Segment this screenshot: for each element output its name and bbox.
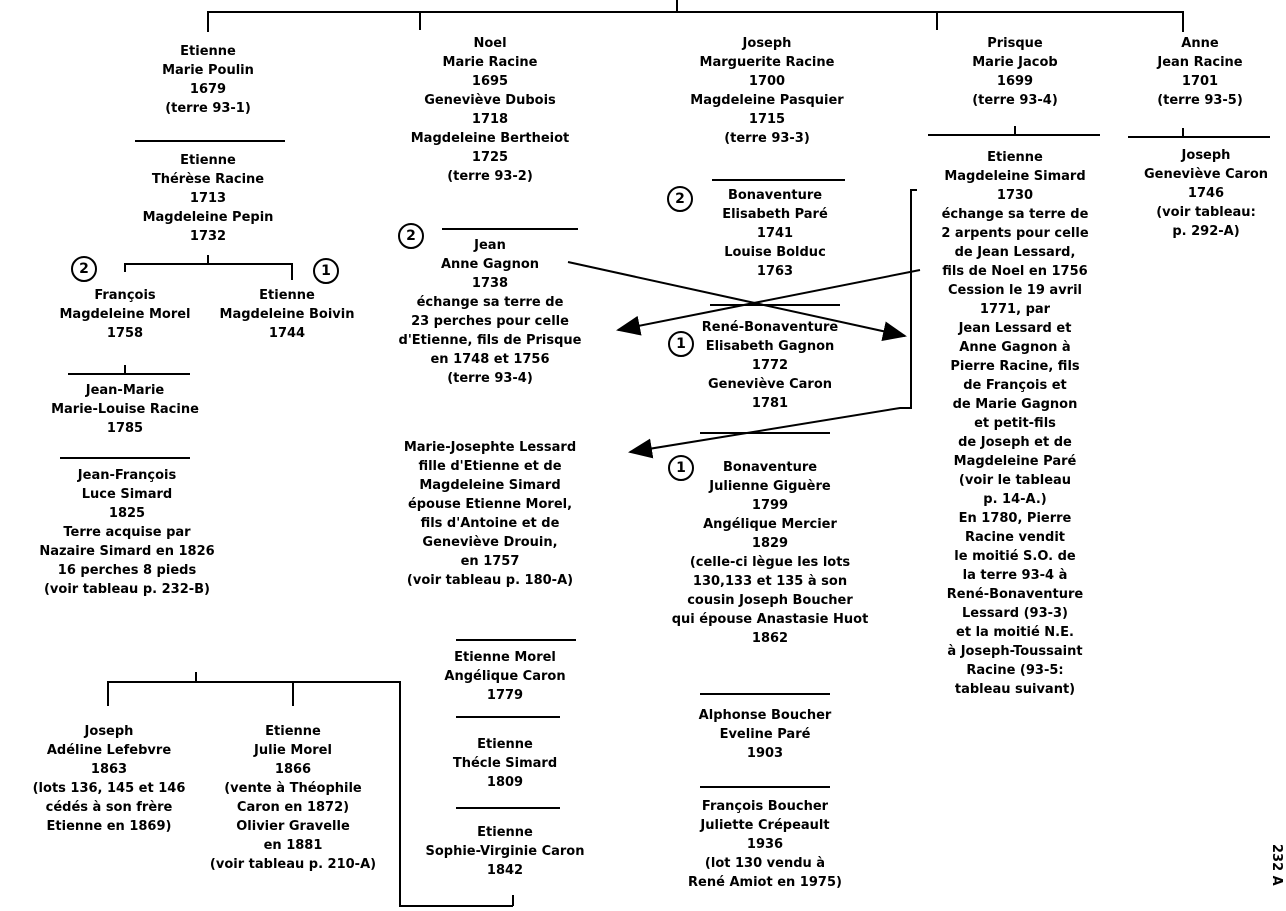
col3-gen1-line: Joseph [742, 36, 792, 51]
col4-gen2-line: de Marie Gagnon [952, 397, 1078, 412]
col1-gen1-line: Etienne [180, 44, 236, 59]
col2-gen3 [380, 438, 600, 590]
bottom-right-line: Caron en 1872) [236, 800, 350, 815]
col3-gen4-line: 1862 [751, 631, 789, 646]
col3-gen6-line: Juliette Crépeault [700, 818, 830, 833]
col3-gen5-line: Eveline Paré [719, 727, 811, 742]
col2-gen4-line: 1779 [486, 688, 524, 703]
col4-gen2-line: à Joseph-Toussaint [947, 644, 1083, 659]
col2-gen5-line: 1809 [486, 775, 524, 790]
col4-gen2-line: Magdeleine Simard [944, 169, 1086, 184]
col4-gen2-line: 1771, par [979, 302, 1051, 317]
col4-gen2-line: Racine (93-5: [966, 663, 1064, 678]
col2-gen2-line: d'Etienne, fils de Prisque [398, 333, 582, 348]
col3-gen1-line: Marguerite Racine [699, 55, 835, 70]
col3-gen2-line: Bonaventure [727, 188, 823, 203]
col2-gen3-line: fils d'Antoine et de [420, 516, 560, 531]
marker-circle: 1 [668, 331, 694, 357]
col1-gen5-line: 16 perches 8 pieds [57, 563, 197, 578]
col4-gen2-line: Anne Gagnon à [959, 340, 1071, 355]
col5-gen2-line: (voir tableau: [1156, 205, 1256, 220]
col3-gen5-line: 1903 [746, 746, 784, 761]
bottom-left-line: 1863 [90, 762, 128, 777]
col1-gen5-line: 1825 [108, 506, 146, 521]
col2-gen1-line: (terre 93-2) [447, 169, 533, 184]
bottom-right-line: 1866 [274, 762, 312, 777]
col4-gen1-line: Marie Jacob [972, 55, 1058, 70]
col3-gen4-line: Bonaventure [722, 460, 818, 475]
col4-gen2-line: Etienne [987, 150, 1043, 165]
col2-gen1-line: 1725 [471, 150, 509, 165]
col2-gen6 [415, 823, 595, 880]
col1-gen5-line: (voir tableau p. 232-B) [43, 582, 210, 597]
col3-gen1-line: Magdeleine Pasquier [690, 93, 844, 108]
bottom-left-line: Joseph [84, 724, 134, 739]
col2-gen5-line: Etienne [477, 737, 533, 752]
col2-gen2-line: (terre 93-4) [447, 371, 533, 386]
col4-gen2-line: René-Bonaventure [946, 587, 1084, 602]
col2-gen2-line: 1738 [471, 276, 509, 291]
col4-gen2-line: de Joseph et de [958, 435, 1072, 450]
col2-gen2-line: échange sa terre de [416, 295, 564, 310]
col2-gen5-line: Thécle Simard [452, 756, 558, 771]
col4-gen2-line: En 1780, Pierre [958, 511, 1072, 526]
col2-gen1-line: 1695 [471, 74, 509, 89]
col3-gen3-line: Elisabeth Gagnon [705, 339, 835, 354]
col2-gen1 [395, 34, 585, 186]
col2-gen3-line: Magdeleine Simard [419, 478, 561, 493]
col3-gen6 [670, 797, 860, 892]
col3-gen1-line: 1700 [748, 74, 786, 89]
bottom-left-line: (lots 136, 145 et 146 [32, 781, 186, 796]
col2-gen5 [430, 735, 580, 792]
col1-gen4-line: Jean-Marie [85, 383, 165, 398]
col2-gen3-line: Geneviève Drouin, [422, 535, 558, 550]
col2-gen6-line: 1842 [486, 863, 524, 878]
page-code: 232 A [1269, 844, 1284, 886]
col2-gen4-line: Etienne Morel [454, 650, 556, 665]
col5-gen1-line: (terre 93-5) [1157, 93, 1243, 108]
col1-branch-left [50, 286, 200, 343]
col3-gen4-line: Angélique Mercier [703, 517, 837, 532]
col2-gen3-line: fille d'Etienne et de [418, 459, 562, 474]
col2-gen1-line: Geneviève Dubois [424, 93, 556, 108]
col5-gen2-line: Joseph [1181, 148, 1231, 163]
col4-gen2-line: échange sa terre de [941, 207, 1089, 222]
col2-gen6-line: Etienne [477, 825, 533, 840]
col2-gen4 [430, 648, 580, 705]
col1-branch-right-line: Magdeleine Boivin [219, 307, 355, 322]
col5-gen2-line: Geneviève Caron [1143, 167, 1269, 182]
col3-gen3 [680, 318, 860, 413]
col2-gen2 [390, 236, 590, 388]
col1-gen5-line: Jean-François [77, 468, 177, 483]
col3-gen1-line: (terre 93-3) [724, 131, 810, 146]
col1-branch-right [212, 286, 362, 343]
col1-gen5 [12, 466, 242, 599]
col3-gen4-line: qui épouse Anastasie Huot [671, 612, 869, 627]
col2-gen3-line: Marie-Josephte Lessard [403, 440, 577, 455]
bottom-right-line: Etienne [265, 724, 321, 739]
col2-gen6-line: Sophie-Virginie Caron [425, 844, 585, 859]
col1-gen2-line: 1713 [189, 191, 227, 206]
col1-branch-right-line: Etienne [259, 288, 315, 303]
bottom-left-line: Etienne en 1869) [46, 819, 172, 834]
col4-gen2-line: et petit-fils [974, 416, 1056, 431]
col4-gen2-line: de François et [963, 378, 1067, 393]
col1-gen4-line: 1785 [106, 421, 144, 436]
col3-gen1-line: 1715 [748, 112, 786, 127]
col2-gen1-line: Marie Racine [442, 55, 538, 70]
col1-gen4-line: Marie-Louise Racine [51, 402, 199, 417]
marker-circle: 1 [668, 455, 694, 481]
col5-gen2-line: p. 292-A) [1172, 224, 1240, 239]
top-bracket [208, 12, 1183, 32]
col4-gen1-line: 1699 [996, 74, 1034, 89]
col3-gen2-line: 1763 [756, 264, 794, 279]
col4-gen1 [935, 34, 1095, 110]
col3-gen2-line: Elisabeth Paré [722, 207, 828, 222]
col3-gen3-line: 1772 [751, 358, 789, 373]
bottom-branch-right [198, 722, 388, 874]
col4-gen2-line: Cession le 19 avril [948, 283, 1082, 298]
col2-gen1-line: 1718 [471, 112, 509, 127]
col1-gen1-line: 1679 [189, 82, 227, 97]
bottom-left-line: Adéline Lefebvre [46, 743, 172, 758]
col1-gen2-line: Thérèse Racine [151, 172, 265, 187]
col2-gen2-line: en 1748 et 1756 [430, 352, 550, 367]
col3-gen1 [667, 34, 867, 148]
col1-gen2 [120, 151, 296, 246]
bottom-right-line: Olivier Gravelle [236, 819, 350, 834]
bottom-right-line: (voir tableau p. 210-A) [209, 857, 377, 872]
col3-gen4-line: (celle-ci lègue les lots [689, 555, 851, 570]
col1-branch-left-line: Magdeleine Morel [59, 307, 191, 322]
col4-gen2-line: (voir le tableau [958, 473, 1072, 488]
col5-gen2-line: 1746 [1187, 186, 1225, 201]
col2-gen1-line: Magdeleine Bertheiot [410, 131, 570, 146]
col1-branch-right-line: 1744 [268, 326, 306, 341]
col5-gen2 [1128, 146, 1284, 241]
col4-gen2-line: Pierre Racine, fils [950, 359, 1080, 374]
col1-gen5-line: Terre acquise par [63, 525, 191, 540]
col4-gen2-line: Magdeleine Paré [953, 454, 1077, 469]
col3-gen2-line: 1741 [756, 226, 794, 241]
col1-gen2-line: Magdeleine Pepin [142, 210, 274, 225]
col2-gen2-line: Jean [474, 238, 506, 253]
col3-gen3-line: 1781 [751, 396, 789, 411]
col1-gen1 [148, 42, 268, 118]
col2-gen2-line: Anne Gagnon [440, 257, 540, 272]
col4-gen2-line: fils de Noel en 1756 [942, 264, 1088, 279]
bottom-branch-left [18, 722, 200, 836]
col3-gen6-line: 1936 [746, 837, 784, 852]
col1-gen1-line: (terre 93-1) [165, 101, 251, 116]
bottom-right-line: (vente à Théophile [224, 781, 362, 796]
col3-gen4-line: Julienne Giguère [709, 479, 831, 494]
col3-gen4-line: 1799 [751, 498, 789, 513]
col4-gen2-line: de Jean Lessard, [954, 245, 1076, 260]
marker-circle: 2 [667, 186, 693, 212]
col3-gen4-line: 1829 [751, 536, 789, 551]
col1-gen1-line: Marie Poulin [162, 63, 254, 78]
col1-branch-left-line: François [94, 288, 156, 303]
col3-gen3-line: Geneviève Caron [707, 377, 833, 392]
col5-gen1-line: Jean Racine [1157, 55, 1243, 70]
col4-gen2-line: tableau suivant) [954, 682, 1076, 697]
bottom-left-line: cédés à son frère [45, 800, 173, 815]
col1-gen4 [50, 381, 200, 438]
col3-gen2-line: Louise Bolduc [724, 245, 826, 260]
marker-circle: 2 [71, 256, 97, 282]
col1-gen2-line: 1732 [189, 229, 227, 244]
col4-gen2 [922, 148, 1108, 699]
col3-gen6-line: René Amiot en 1975) [688, 875, 842, 890]
col4-gen1-line: Prisque [987, 36, 1043, 51]
col4-gen2-line: 2 arpents pour celle [941, 226, 1089, 241]
col3-gen4-line: cousin Joseph Boucher [687, 593, 853, 608]
col4-gen2-line: Jean Lessard et [958, 321, 1072, 336]
col2-gen3-line: en 1757 [460, 554, 520, 569]
col1-gen5-line: Luce Simard [81, 487, 173, 502]
bottom-right-line: en 1881 [263, 838, 323, 853]
col3-gen4 [655, 458, 885, 648]
col5-gen1-line: 1701 [1181, 74, 1219, 89]
col2-gen3-line: épouse Etienne Morel, [407, 497, 573, 512]
col3-gen4-line: 130,133 et 135 à son [692, 574, 848, 589]
col3-gen2 [690, 186, 860, 281]
col4-gen1-line: (terre 93-4) [972, 93, 1058, 108]
col2-gen2-line: 23 perches pour celle [411, 314, 569, 329]
marker-circle: 1 [313, 258, 339, 284]
col3-gen5-line: Alphonse Boucher [698, 708, 832, 723]
col4-gen2-line: Lessard (93-3) [961, 606, 1068, 621]
col4-gen2-line: le moitié S.O. de [954, 549, 1076, 564]
col1-branch-left-line: 1758 [106, 326, 144, 341]
col3-gen6-line: François Boucher [701, 799, 829, 814]
col3-gen6-line: (lot 130 vendu à [704, 856, 826, 871]
col2-gen3-line: (voir tableau p. 180-A) [406, 573, 574, 588]
col4-gen2-line: Racine vendit [964, 530, 1066, 545]
bottom-right-line: Julie Morel [254, 743, 332, 758]
col3-gen3-line: René-Bonaventure [701, 320, 839, 335]
col1-gen5-line: Nazaire Simard en 1826 [39, 544, 215, 559]
col2-gen1-line: Noel [473, 36, 507, 51]
col4-gen2-line: la terre 93-4 à [962, 568, 1068, 583]
col4-gen2-line: p. 14-A.) [983, 492, 1047, 507]
col3-gen5 [680, 706, 850, 763]
col1-gen2-line: Etienne [180, 153, 236, 168]
marker-circle: 2 [398, 223, 424, 249]
col5-gen1 [1120, 34, 1280, 110]
col2-gen4-line: Angélique Caron [444, 669, 566, 684]
col4-gen2-line: 1730 [996, 188, 1034, 203]
col5-gen1-line: Anne [1181, 36, 1219, 51]
col4-gen2-line: et la moitié N.E. [956, 625, 1074, 640]
